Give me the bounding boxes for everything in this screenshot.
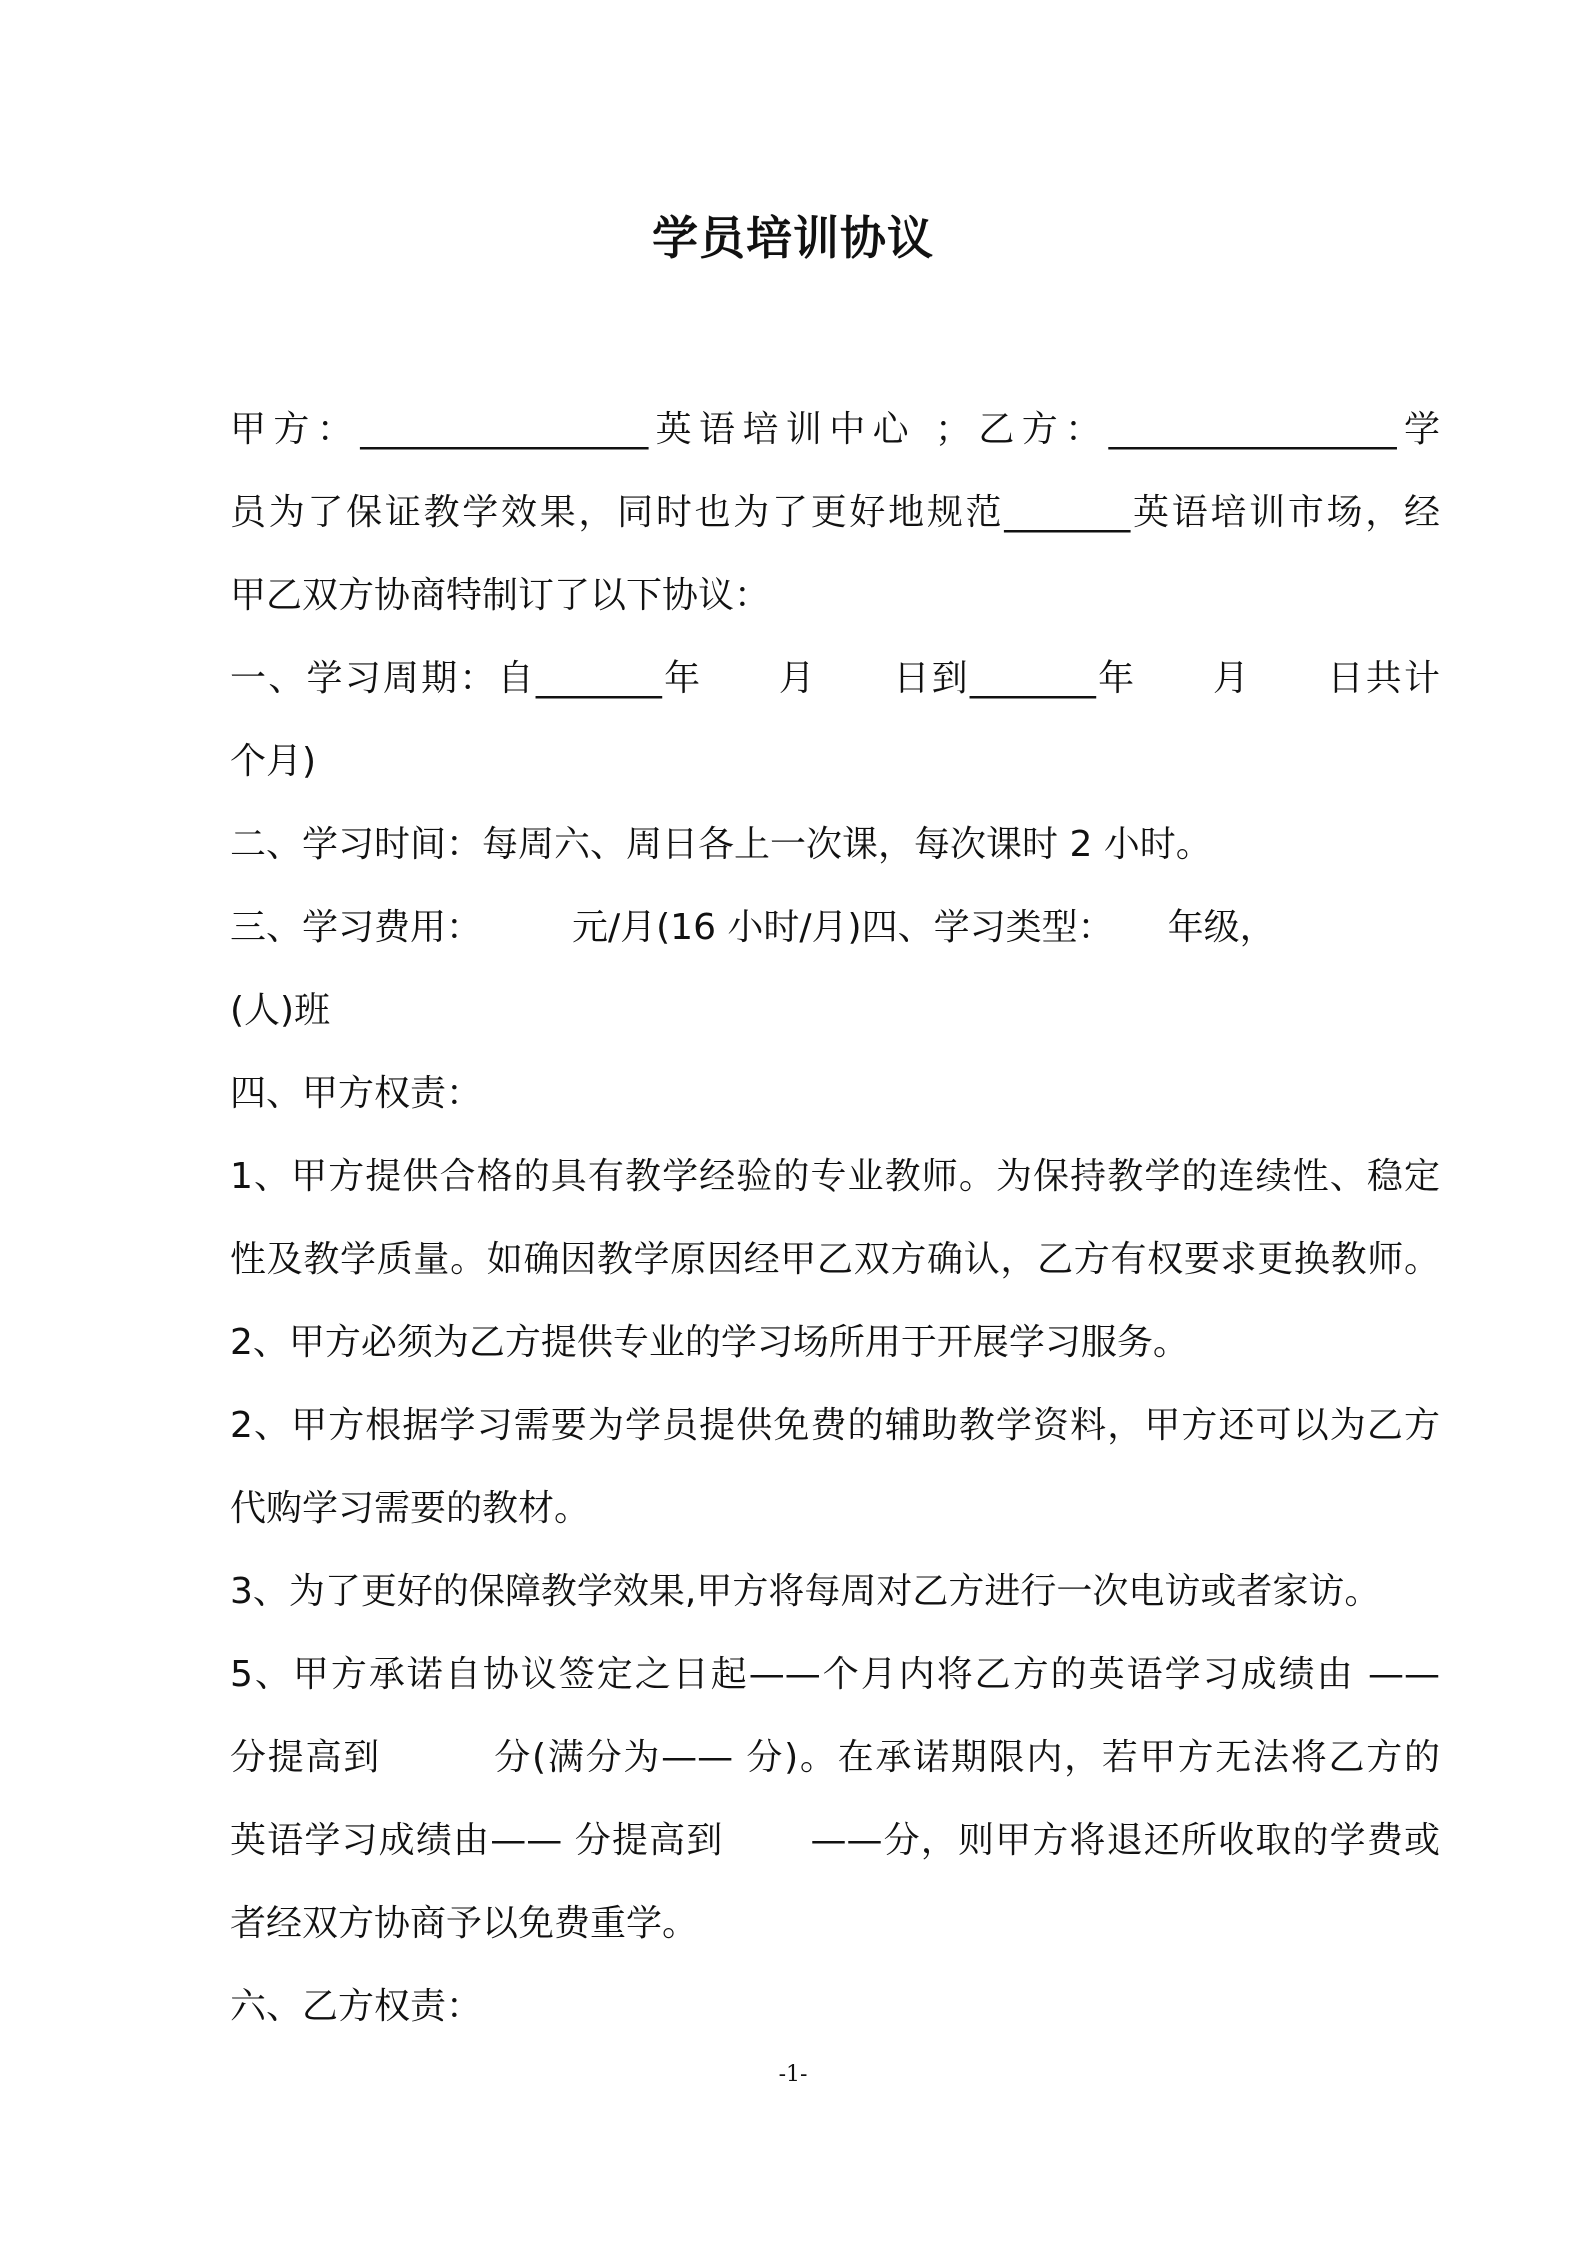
- paragraph-line: 2、甲方必须为乙方提供专业的学习场所用于开展学习服务。: [230, 1322, 1189, 1363]
- paragraph-line: 性及教学质量。如确因教学原因经甲乙双方确认，乙方有权要求更换教师。: [230, 1239, 1440, 1280]
- paragraph-line: 个月): [230, 741, 317, 782]
- paragraph-line: 英语学习成绩由—— 分提高到 ——分，则甲方将退还所收取的学费或: [230, 1820, 1440, 1861]
- section-heading: 四、甲方权责：: [230, 1073, 483, 1114]
- paragraph-line: 一、学习周期：自_______年 月 日到_______年 月 日共计: [230, 658, 1440, 699]
- paragraph-line: 者经双方协商予以免费重学。: [230, 1903, 699, 1944]
- paragraph-line: 3、为了更好的保障教学效果,甲方将每周对乙方进行一次电访或者家访。: [230, 1571, 1381, 1612]
- paragraph-line: 甲乙双方协商特制订了以下协议：: [230, 575, 771, 616]
- paragraph-line: 甲方：________________英语培训中心 ；乙方：________________学: [230, 409, 1440, 450]
- paragraph-line: 分提高到 分(满分为—— 分)。在承诺期限内，若甲方无法将乙方的: [230, 1737, 1440, 1778]
- section-heading: 六、乙方权责：: [230, 1986, 483, 2027]
- paragraph-line: (人)班: [230, 990, 331, 1031]
- paragraph-line: 代购学习需要的教材。: [230, 1488, 591, 1529]
- paragraph-line: 1、甲方提供合格的具有教学经验的专业教师。为保持教学的连续性、稳定: [230, 1156, 1440, 1197]
- paragraph-line: 二、学习时间：每周六、周日各上一次课，每次课时 2 小时。: [230, 824, 1212, 865]
- paragraph-line: 三、学习费用： 元/月(16 小时/月)四、学习类型： 年级，: [230, 907, 1276, 948]
- paragraph-line: 2、甲方根据学习需要为学员提供免费的辅助教学资料，甲方还可以为乙方: [230, 1405, 1440, 1446]
- paragraph-line: 员为了保证教学效果，同时也为了更好地规范_______英语培训市场，经: [230, 492, 1440, 533]
- paragraph-line: 5、甲方承诺自协议签定之日起——个月内将乙方的英语学习成绩由 ——: [230, 1654, 1440, 1695]
- document-title: 学员培训协议: [652, 211, 934, 265]
- page-number: -1-: [778, 2062, 808, 2087]
